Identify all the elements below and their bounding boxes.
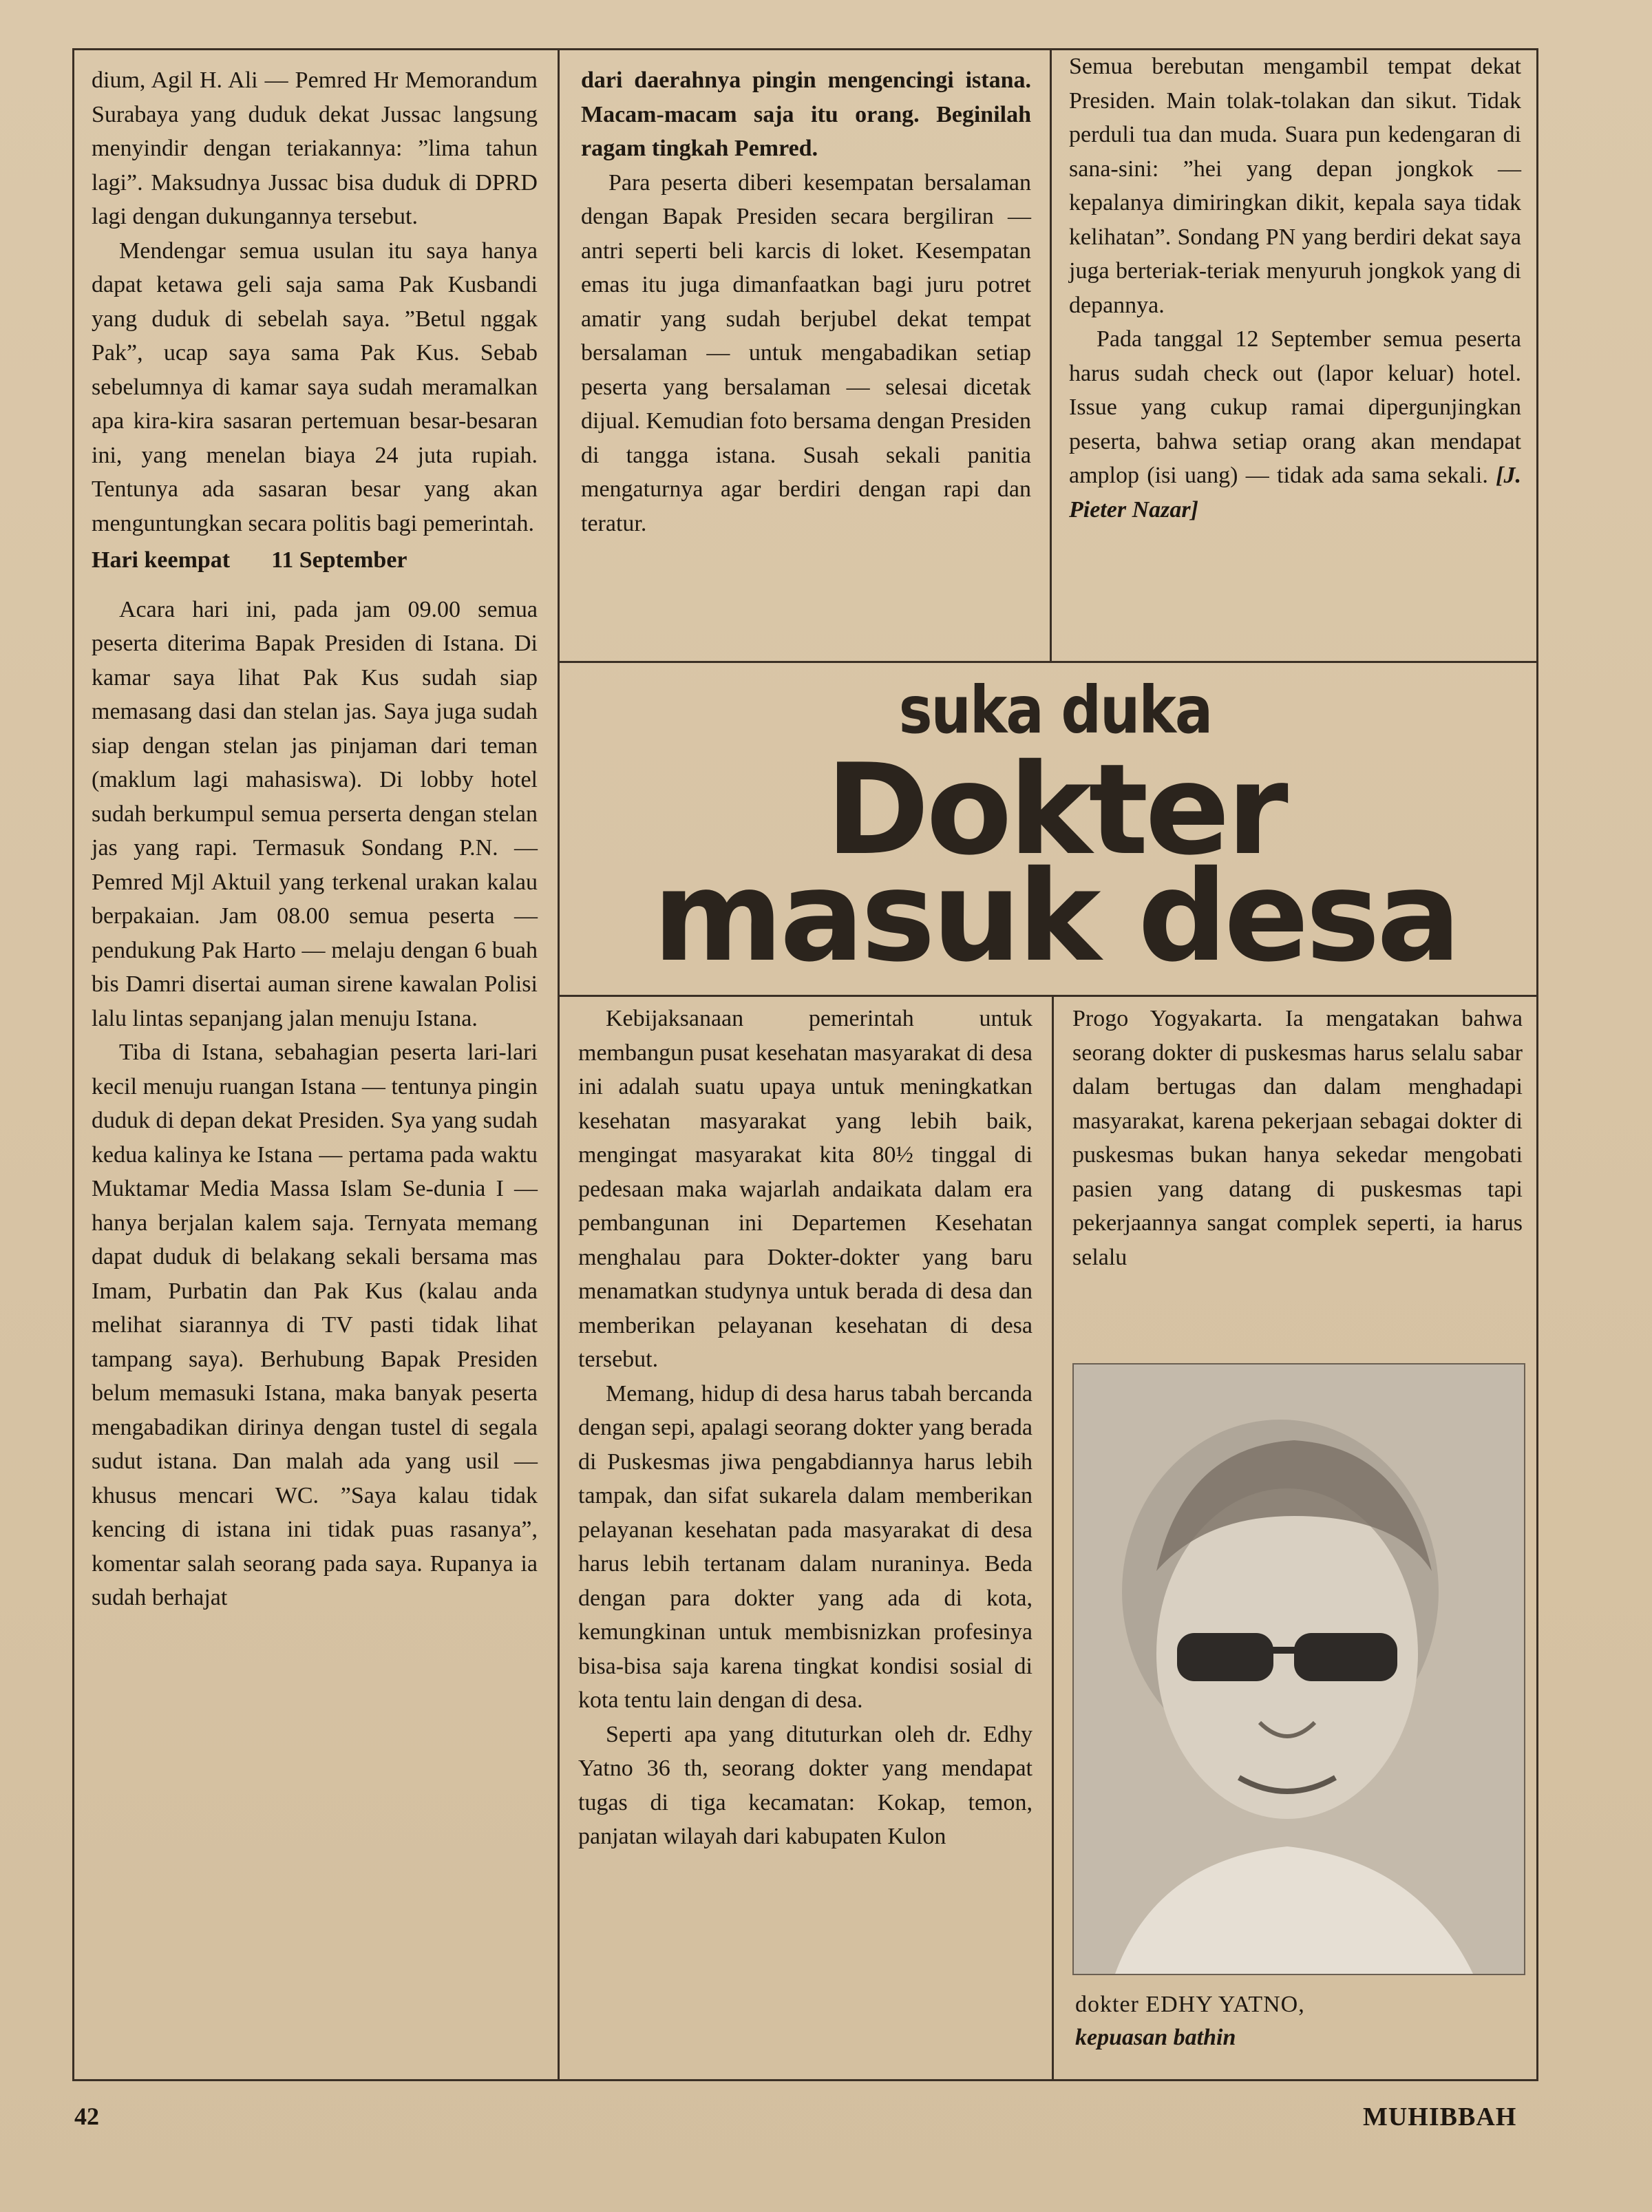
paragraph: Seperti apa yang dituturkan oleh dr. Edhy Yatno 36 th, seorang dokter yang mendapat tugas di tiga kecamatan: Kokap, temon, panjatan wilayah dari kabupaten Kulon bbox=[578, 1721, 1032, 1849]
headline-top-rule bbox=[558, 661, 1538, 663]
paragraph: dari daerahnya pingin mengencingi istana. Macam-macam saja itu orang. Beginilah ragam tingkah Pemred. bbox=[581, 67, 1031, 161]
paragraph: dium, Agil H. Ali — Pemred Hr Memorandum Surabaya yang duduk dekat Jussac langsung menyindir dengan teriakannya: ”lima tahun lagi”. Maksudnya Jussac bisa duduk di DPRD lagi dengan dukungannya tersebut. bbox=[92, 67, 538, 229]
column-rule-right bbox=[1536, 48, 1538, 2079]
paragraph-text: Pada tanggal 12 September semua peserta harus sudah check out (lapor keluar) hotel. Issue yang cukup ramai dipergunjingkan peserta, bahwa setiap orang akan mendapat amplop (isi uang) — tidak ada sama sekali. bbox=[1069, 326, 1521, 488]
article-column-3 bbox=[1069, 50, 1521, 527]
article-headline bbox=[575, 673, 1535, 989]
article-column-1 bbox=[92, 63, 538, 1615]
article-column-5 bbox=[1072, 1002, 1523, 1274]
section-heading bbox=[92, 543, 538, 578]
photo-caption bbox=[1075, 1988, 1523, 2054]
paragraph bbox=[1069, 322, 1521, 527]
doctor-portrait-photo bbox=[1072, 1363, 1525, 1975]
page-number: 42 bbox=[74, 2103, 99, 2130]
paragraph: Progo Yogyakarta. Ia mengatakan bahwa seorang dokter di puskesmas harus selalu sabar dalam bertugas dan dalam menghadapi masyarakat, karena pekerjaan sebagai dokter di puskesmas bukan hanya sekedar mengobati pasien yang datang di puskesmas tapi pekerjaannya sangat complek seperti, ia harus selalu bbox=[1072, 1006, 1523, 1270]
section-label: Hari keempat bbox=[92, 547, 231, 573]
paragraph: Tiba di Istana, sebahagian peserta lari-lari kecil menuju ruangan Istana — tentunya pingin duduk di depan dekat Presiden. Sya yang sudah kedua kalinya ke Istana — pertama pada waktu Muktamar Media Massa Islam Se-dunia I — hanya berjalan kalem saja. Ternyata memang dapat duduk di belakang sekali bersama mas Imam, Purbatin dan Pak Kus (kalau anda melihat siarannya di TV pasti tidak lihat tampang saya). Berhubung Bapak Presiden belum memasuki Istana, maka banyak peserta mengabadikan dirinya dengan tustel di segala sudut istana. Dan malah ada yang usil — khusus mencari WC. ”Saya kalau tidak kencing di istana ini tidak puas rasanya”, komentar salah seorang pada saya. Rupanya ia sudah berhajat bbox=[92, 1040, 538, 1610]
headline-title-line-2: masuk desa bbox=[653, 843, 1458, 989]
column-rule-1-2 bbox=[558, 48, 560, 2079]
paragraph: Acara hari ini, pada jam 09.00 semua peserta diterima Bapak Presiden di Istana. Di kamar saya lihat Pak Kus sudah siap memasang dasi dan stelan jas. Saya juga sudah siap dengan stelan jas pinjaman dari teman (maklum lagi mahasiswa). Di lobby hotel sudah berkumpul semua perserta dengan stelan jas yang rapi. Termasuk Sondang P.N. — Pemred Mjl Aktuil yang terkenal urakan kalau berpakaian. Jam 08.00 semua peserta — pendukung Pak Harto — melaju dengan 6 buah bis Damri disertai auman sirene kawalan Polisi lalu lintas sepanjang jalan menuju Istana. bbox=[92, 596, 538, 1031]
byline: [J. Pieter Nazar] bbox=[1069, 463, 1521, 523]
portrait-illustration bbox=[1074, 1365, 1524, 1974]
article-column-4 bbox=[578, 1002, 1032, 1854]
paragraph: Semua berebutan mengambil tempat dekat Presiden. Main tolak-tolakan dan sikut. Tidak perduli tua dan muda. Suara pun kedengaran di sana-sini: ”hei yang depan jongkok — kepalanya dimiringkan dikit, kepala saya tidak kelihatan”. Sondang PN yang berdiri dekat saya juga berteriak-teriak menyuruh jongkok yang di depannya. bbox=[1069, 54, 1521, 318]
section-date: 11 September bbox=[271, 547, 407, 573]
headline-kicker: suka duka bbox=[898, 673, 1212, 749]
column-rule-left bbox=[72, 48, 74, 2079]
magazine-name: MUHIBBAH bbox=[1363, 2103, 1517, 2131]
paragraph: Kebijaksanaan pemerintah untuk membangun pusat kesehatan masyarakat di desa ini adalah suatu upaya untuk meningkatkan kesehatan masyarakat yang lebih baik, mengingat masyarakat kita 80½ tinggal di pedesaan maka wajarlah andaikata dalam era pembangunan ini Departemen Kesehatan menghalau para Dokter-dokter yang baru menamatkan studynya untuk berada di desa dan memberikan pelayanan kesehatan di desa tersebut. bbox=[578, 1006, 1032, 1372]
bottom-rule bbox=[72, 2079, 1538, 2081]
column-rule-4-5 bbox=[1052, 995, 1054, 2079]
paragraph: Memang, hidup di desa harus tabah bercanda dengan sepi, apalagi seorang dokter yang berada di Puskesmas jiwa pengabdiannya harus lebih tampak, dan sifat sukarela dalam memberikan pelayanan kesehatan pada masyarakat di desa harus lebih tertanam dalam nuraninya. Beda dengan para dokter yang ada di kota, kemungkinan untuk membisnizkan profesinya bisa-bisa saja karena tingkat kondisi sosial di kota tentu lain dengan di desa. bbox=[578, 1380, 1032, 1713]
caption-name: dokter EDHY YATNO, bbox=[1075, 1992, 1305, 2017]
caption-subtitle: kepuasan bathin bbox=[1075, 2025, 1236, 2050]
article-column-2 bbox=[581, 63, 1031, 540]
paragraph: Mendengar semua usulan itu saya hanya dapat ketawa geli saja sama Pak Kusbandi yang duduk di sebelah saya. ”Betul nggak Pak”, ucap saya sama Pak Kus. Sebab sebelumnya di kamar saya sudah meramalkan apa kira-kira sasaran pertemuan besar-besaran ini, yang menelan biaya 24 juta rupiah. Tentunya ada sasaran besar yang akan menguntungkan secara politis bagi pemerintah. bbox=[92, 238, 538, 536]
column-rule-2-3 bbox=[1050, 48, 1052, 661]
paragraph: Para peserta diberi kesempatan bersalaman dengan Bapak Presiden secara bergiliran — antri seperti beli karcis di loket. Kesempatan emas itu juga dimanfaatkan bagi juru potret amatir yang sudah berjubel dekat tempat bersalaman — untuk mengabadikan setiap peserta yang bersalaman — selesai dicetak dijual. Kemudian foto bersama dengan Presiden di tangga istana. Susah sekali panitia mengaturnya agar berdiri dengan rapi dan teratur. bbox=[581, 169, 1031, 536]
headline-bottom-rule bbox=[558, 995, 1538, 997]
headline-title-line-1: Dokter bbox=[825, 737, 1285, 883]
